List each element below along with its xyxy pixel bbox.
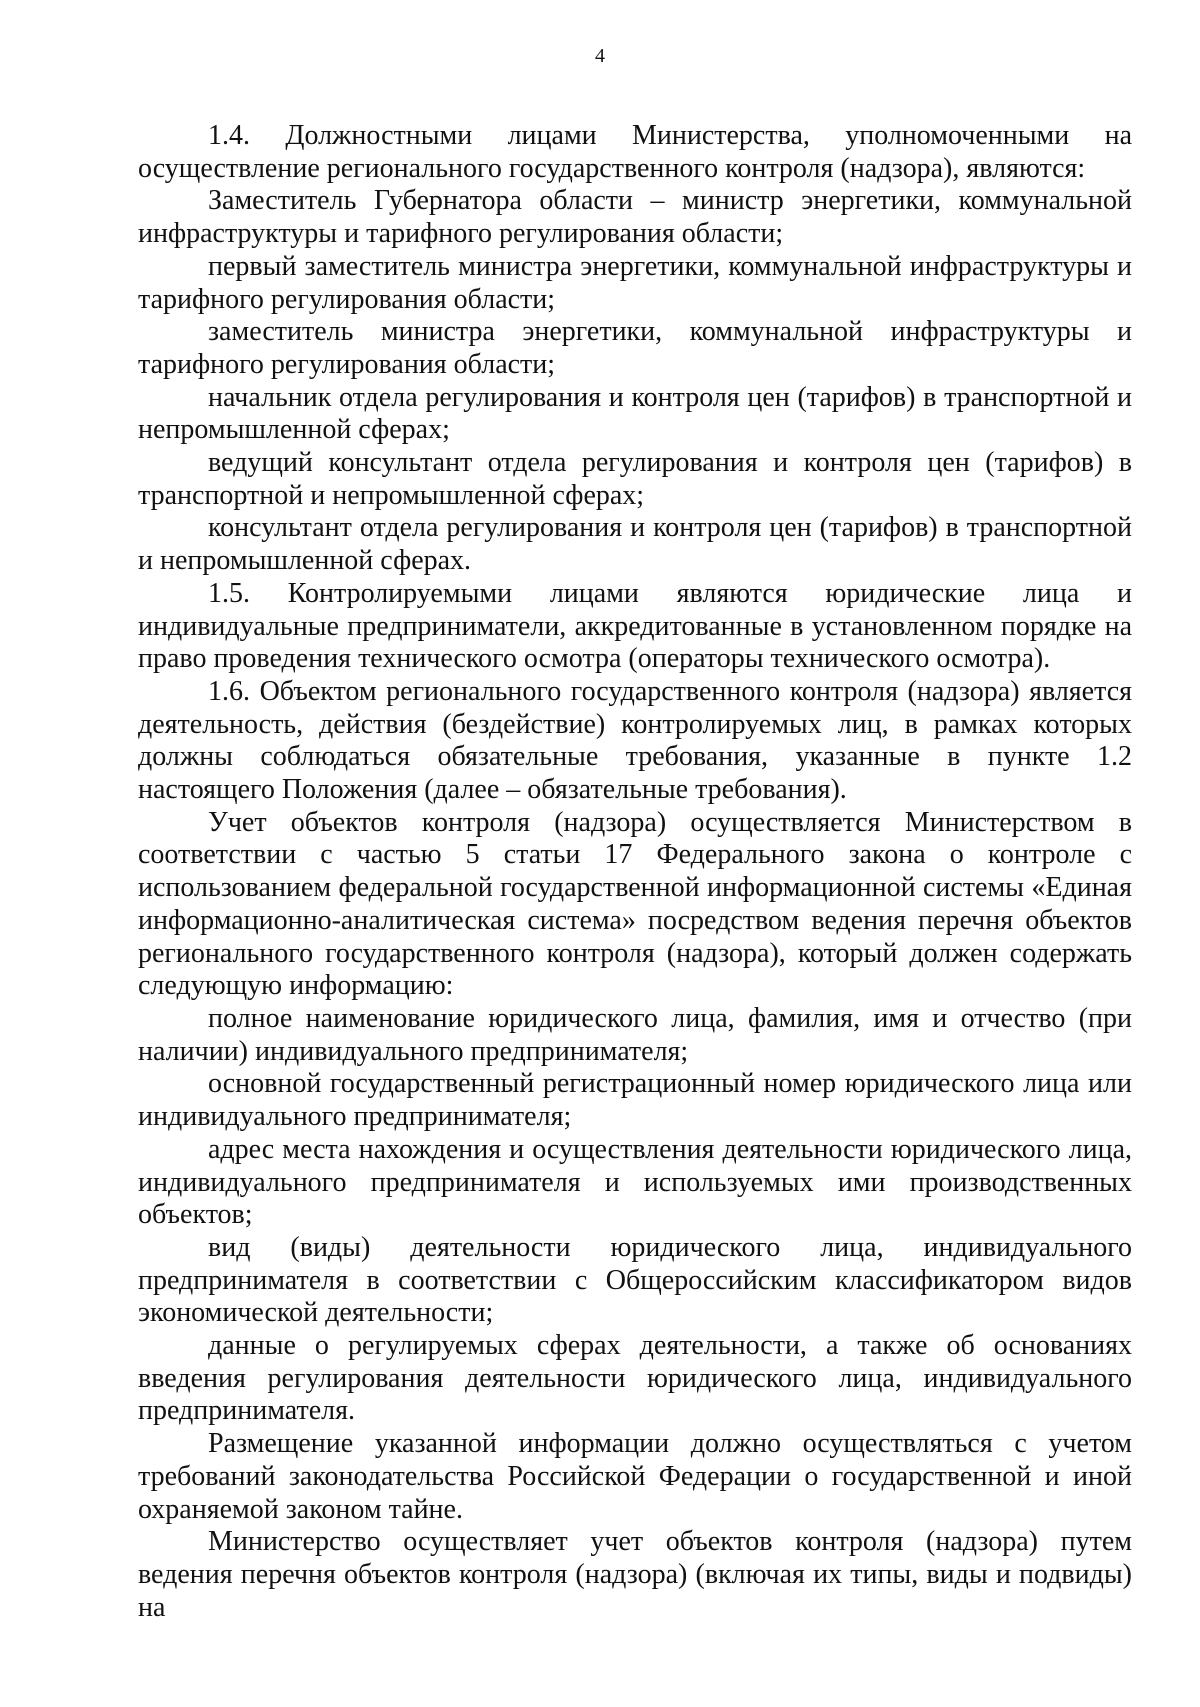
page-number: 4: [595, 45, 605, 67]
paragraph-official-first-deputy: первый заместитель министра энергетики, коммунальной инфраструктуры и тарифного регулирования области;: [138, 250, 1132, 315]
paragraph-info-registration-number: основной государственный регистрационный номер юридического лица или индивидуального предпринимателя;: [138, 1068, 1132, 1133]
paragraph-official-lead-consultant: ведущий консультант отдела регулирования и контроля цен (тарифов) в транспортной и непромышленной сферах;: [138, 447, 1132, 511]
paragraph-ministry-accounting: Министерство осуществляет учет объектов контроля (надзора) путем ведения перечня объектов контроля (надзора) (включая их типы, виды и подвиды) на: [138, 1526, 1132, 1623]
document-body: [138, 120, 1132, 1624]
paragraph-info-address: адрес места нахождения и осуществления деятельности юридического лица, индивидуального предпринимателя и используемых ими производственных объектов;: [138, 1133, 1132, 1231]
paragraph-official-deputy: заместитель министра энергетики, коммунальной инфраструктуры и тарифного регулирования области;: [138, 316, 1132, 380]
paragraph-1-4: 1.4. Должностными лицами Министерства, уполномоченными на осуществление регионального государственного контроля (надзора), являются:: [138, 120, 1132, 184]
paragraph-info-activity-types: вид (виды) деятельности юридического лица, индивидуального предпринимателя в соответствии с Общероссийским классификатором видов экономической деятельности;: [138, 1231, 1132, 1329]
paragraph-placement-requirements: Размещение указанной информации должно осуществляться с учетом требований законодательства Российской Федерации о государственной и иной охраняемой законом тайне.: [138, 1428, 1132, 1525]
paragraph-1-6: 1.6. Объектом регионального государственного контроля (надзора) является деятельность, действия (бездействие) контролируемых лиц, в рамках которых должны соблюдаться обязательные требования, указанные в пункте 1.2 настоящего Положения (далее – обязательные требования).: [138, 675, 1132, 806]
paragraph-1-5: 1.5. Контролируемыми лицами являются юридические лица и индивидуальные предприниматели, аккредитованные в установленном порядке на право проведения технического осмотра (операторы технического осмотра).: [138, 577, 1132, 675]
paragraph-object-accounting: Учет объектов контроля (надзора) осуществляется Министерством в соответствии с частью 5 статьи 17 Федерального закона о контроле с использованием федеральной государственной информационной системы «Единая информационно-аналитическая система» посредством ведения перечня объектов регионального государственного контроля (надзора), который должен содержать следующую информацию:: [138, 806, 1132, 1002]
paragraph-info-full-name: полное наименование юридического лица, фамилия, имя и отчество (при наличии) индивидуального предпринимателя;: [138, 1002, 1132, 1067]
paragraph-info-regulated-spheres: данные о регулируемых сферах деятельности, а также об основаниях введения регулирования деятельности юридического лица, индивидуального предпринимателя.: [138, 1330, 1132, 1427]
paragraph-official-head-of-department: начальник отдела регулирования и контроля цен (тарифов) в транспортной и непромышленной сферах;: [138, 381, 1132, 446]
paragraph-official-deputy-governor: Заместитель Губернатора области – министр энергетики, коммунальной инфраструктуры и тарифного регулирования области;: [138, 185, 1132, 250]
paragraph-official-consultant: консультант отдела регулирования и контроля цен (тарифов) в транспортной и непромышленной сферах.: [138, 512, 1132, 577]
